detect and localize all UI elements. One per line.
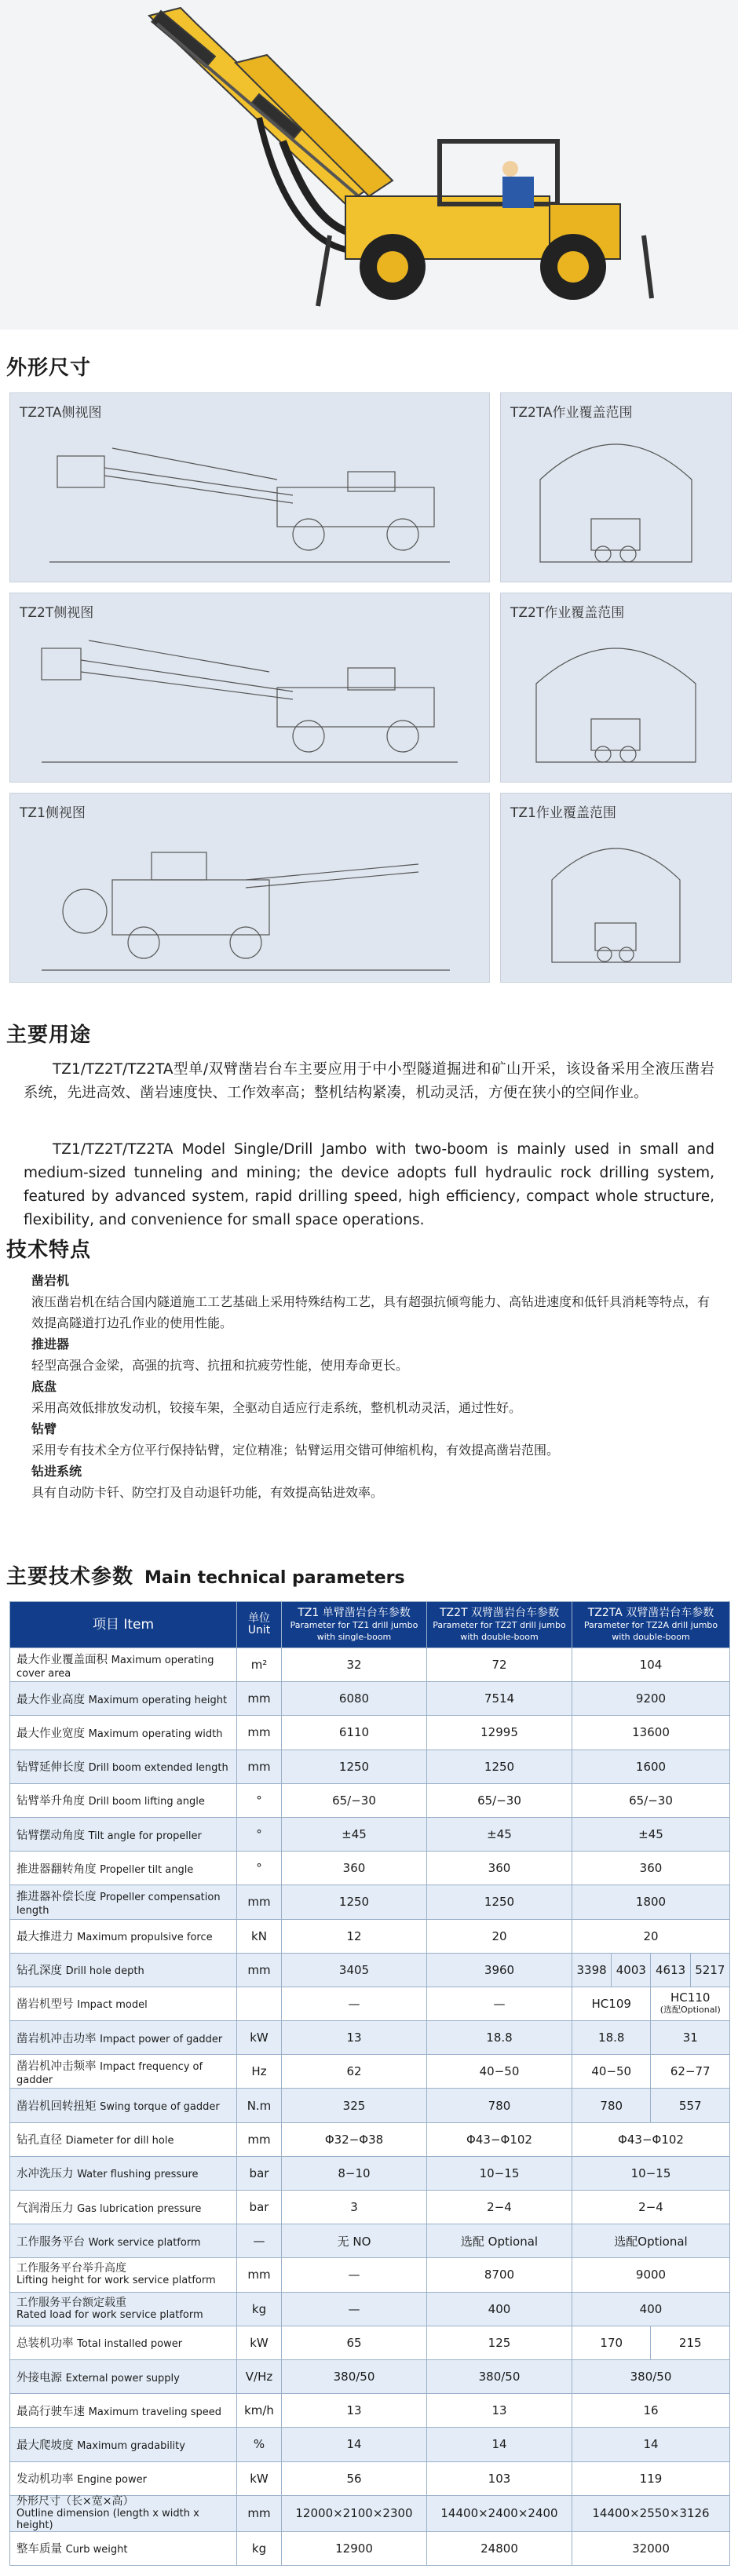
param-name: 工作服务平台额定载重 Rated load for work service platform (10, 2292, 237, 2326)
param-value-tz2t: 8700 (427, 2258, 572, 2292)
param-value-tz1: 8−10 (282, 2156, 427, 2190)
param-name: 工作服务平台 Work service platform (10, 2224, 237, 2258)
param-value-tz2ta: 360 (572, 1852, 730, 1885)
param-name: 钻臂举升角度 Drill boom lifting angle (10, 1783, 237, 1817)
param-value-tz2t: 12995 (427, 1716, 572, 1750)
params-title-en: Main technical parameters (144, 1568, 405, 1588)
feature-title: 推进器 (31, 1337, 70, 1352)
param-name: 凿岩机型号 Impact model (10, 1987, 237, 2020)
param-unit: bar (237, 2191, 282, 2224)
param-value-tz1: 12 (282, 1919, 427, 1953)
param-name: 整车质量 Curb weight (10, 2531, 237, 2565)
drawing-tz1-side (9, 793, 490, 983)
param-unit: bar (237, 2156, 282, 2190)
drill-jumbo-illustration (0, 0, 738, 330)
param-unit: Hz (237, 2055, 282, 2089)
param-value-tz2ta: 65/−30 (572, 1783, 730, 1817)
param-value-tz2t: — (427, 1987, 572, 2020)
section-title-params (6, 1560, 405, 1589)
param-value-tz2ta: 215 (651, 2326, 730, 2359)
table-row (10, 2461, 730, 2495)
param-unit: mm (237, 2495, 282, 2531)
param-name: 凿岩机回转扭矩 Swing torque of gadder (10, 2089, 237, 2122)
param-name: 最大推进力 Maximum propulsive force (10, 1919, 237, 1953)
feature-text: 轻型高强合金梁，高强的抗弯、抗扭和抗疲劳性能，使用寿命更长。 (31, 1358, 409, 1373)
param-value-tz2ta: 1600 (572, 1750, 730, 1783)
table-row (10, 2224, 730, 2258)
param-value-tz1: 无 NO (282, 2224, 427, 2258)
param-value-tz1: 1250 (282, 1750, 427, 1783)
param-value-tz2ta: 9200 (572, 1682, 730, 1716)
param-value-tz2t: ±45 (427, 1817, 572, 1851)
param-value-tz2t: 7514 (427, 1682, 572, 1716)
param-value-tz2ta: 1800 (572, 1885, 730, 1919)
param-name: 外形尺寸（长×宽×高） Outline dimension (length x width x height) (10, 2495, 237, 2531)
param-value-tz2ta: 13600 (572, 1716, 730, 1750)
table-row (10, 2428, 730, 2461)
params-title-cn: 主要技术参数 (6, 1565, 134, 1589)
param-value-tz2ta: 119 (572, 2461, 730, 2495)
param-value-tz2t: 360 (427, 1852, 572, 1885)
param-value-tz2t: 125 (427, 2326, 572, 2359)
param-value-tz1: 6080 (282, 1682, 427, 1716)
param-unit: mm (237, 1885, 282, 1919)
param-unit: km/h (237, 2394, 282, 2428)
param-value-tz2ta: 4613 (651, 1953, 690, 1987)
feature-title: 凿岩机 (31, 1273, 70, 1288)
param-value-tz1: 1250 (282, 1885, 427, 1919)
header-tz2ta: TZ2TA 双臂凿岩台车参数 Parameter for TZ2A drill jumbo with double-boom (572, 1602, 730, 1648)
feature-item (31, 1376, 714, 1418)
param-value-tz2ta: 3398 (572, 1953, 612, 1987)
param-value-tz2t: 65/−30 (427, 1783, 572, 1817)
param-value-tz2ta: 5217 (690, 1953, 729, 1987)
param-value-tz1: — (282, 2292, 427, 2326)
drawing-tz2ta-side (9, 392, 490, 582)
param-unit: ° (237, 1817, 282, 1851)
param-value-tz2t: Φ43−Φ102 (427, 2122, 572, 2156)
param-unit: mm (237, 1750, 282, 1783)
drawing-caption: TZ2T侧视图 (20, 605, 94, 621)
param-value-tz2t: 103 (427, 2461, 572, 2495)
param-value-tz2t: 10−15 (427, 2156, 572, 2190)
tz2ta-coverage-diagram (501, 393, 731, 582)
param-value-tz2ta: 31 (651, 2021, 730, 2055)
feature-text: 具有自动防卡钎、防空打及自动退钎功能，有效提高钻进效率。 (31, 1485, 384, 1500)
table-row (10, 1919, 730, 1953)
table-row (10, 1817, 730, 1851)
param-unit: kN (237, 1919, 282, 1953)
param-unit: mm (237, 1953, 282, 1987)
param-value-tz1: 3 (282, 2191, 427, 2224)
param-value-tz2ta: 780 (572, 2089, 651, 2122)
param-value-tz2t: 380/50 (427, 2359, 572, 2393)
drawing-tz2t-side (9, 593, 490, 783)
param-value-tz1: 13 (282, 2021, 427, 2055)
table-row (10, 2055, 730, 2089)
tz2t-side-view-diagram (10, 593, 489, 782)
features-list (31, 1270, 714, 1503)
param-unit: kg (237, 2292, 282, 2326)
param-name: 总装机功率 Total installed power (10, 2326, 237, 2359)
param-value-tz2ta: 557 (651, 2089, 730, 2122)
param-name: 推进器补偿长度 Propeller compensation length (10, 1885, 237, 1919)
param-value-tz1: 13 (282, 2394, 427, 2428)
param-value-tz1: 56 (282, 2461, 427, 2495)
table-row (10, 1783, 730, 1817)
feature-title: 钻臂 (31, 1421, 57, 1436)
param-value-tz1: 62 (282, 2055, 427, 2089)
param-value-tz1: 12900 (282, 2531, 427, 2565)
use-text-en: TZ1/TZ2T/TZ2TA Model Single/Drill Jambo with two-boom is mainly used in small and medium-sized tunneling and mining; the device adopts full hydraulic rock drilling system, featured by advanced system, rapid drilling speed, high efficiency, compact whole structure, flexibility, and convenience for small space operations. (24, 1141, 714, 1228)
table-row (10, 1953, 730, 1987)
param-value-tz2ta: 380/50 (572, 2359, 730, 2393)
param-value-tz2t: 2−4 (427, 2191, 572, 2224)
param-name: 发动机功率 Engine power (10, 2461, 237, 2495)
param-value-tz2ta: HC109 (572, 1987, 651, 2020)
tz2ta-side-view-diagram (10, 393, 489, 582)
param-value-tz2t: 1250 (427, 1750, 572, 1783)
param-value-tz2t: 选配 Optional (427, 2224, 572, 2258)
param-value-tz2ta: 4003 (612, 1953, 651, 1987)
param-value-tz2t: 14 (427, 2428, 572, 2461)
param-value-tz1: — (282, 2258, 427, 2292)
param-value-tz2ta: 14400×2550×3126 (572, 2495, 730, 2531)
param-unit: kW (237, 2021, 282, 2055)
param-unit: ° (237, 1783, 282, 1817)
param-unit: kW (237, 2326, 282, 2359)
param-value-tz1: ±45 (282, 1817, 427, 1851)
feature-item (31, 1334, 714, 1376)
table-row (10, 2326, 730, 2359)
table-row (10, 2394, 730, 2428)
param-unit: mm (237, 1682, 282, 1716)
drawing-caption: TZ2TA作业覆盖范围 (510, 405, 633, 421)
param-value-tz2ta: 选配Optional (572, 2224, 730, 2258)
drawing-tz2t-coverage (500, 593, 732, 783)
drawing-tz2ta-coverage (500, 392, 732, 582)
param-value-tz1: 380/50 (282, 2359, 427, 2393)
param-name: 凿岩机冲击功率 Impact power of gadder (10, 2021, 237, 2055)
param-value-tz1: 65/−30 (282, 1783, 427, 1817)
drawing-caption: TZ1侧视图 (20, 805, 86, 821)
param-name: 最大作业覆盖面积 Maximum operating cover area (10, 1648, 237, 1682)
param-value-tz2ta: 170 (572, 2326, 651, 2359)
table-row (10, 1682, 730, 1716)
feature-text: 采用专有技术全方位平行保持钻臂，定位精准；钻臂运用交错可伸缩机构，有效提高凿岩范围。 (31, 1443, 560, 1458)
param-value-tz2ta: 10−15 (572, 2156, 730, 2190)
param-value-tz2ta: 62−77 (651, 2055, 730, 2089)
table-row (10, 2495, 730, 2531)
param-unit: V/Hz (237, 2359, 282, 2393)
param-value-tz2t: 780 (427, 2089, 572, 2122)
table-row (10, 2122, 730, 2156)
param-value-tz2ta: 16 (572, 2394, 730, 2428)
table-row (10, 1648, 730, 1682)
param-value-tz1: 12000×2100×2300 (282, 2495, 427, 2531)
section-title-dimensions: 外形尺寸 (6, 356, 92, 380)
param-unit: kW (237, 2461, 282, 2495)
param-name: 钻孔深度 Drill hole depth (10, 1953, 237, 1987)
feature-item (31, 1270, 714, 1334)
param-value-tz1: 32 (282, 1648, 427, 1682)
feature-text: 液压凿岩机在结合国内隧道施工工艺基础上采用特殊结构工艺，具有超强抗倾弯能力、高钻进速度和低钎具消耗等特点，有效提高隧道打边孔作业的使用性能。 (31, 1294, 711, 1330)
param-value-tz2ta: 14 (572, 2428, 730, 2461)
param-unit: mm (237, 2122, 282, 2156)
param-unit: N.m (237, 2089, 282, 2122)
param-name: 气润滑压力 Gas lubrication pressure (10, 2191, 237, 2224)
header-unit: 单位 Unit (237, 1602, 282, 1648)
param-value-tz1: 14 (282, 2428, 427, 2461)
feature-text: 采用高效低排放发动机，铰接车架，全驱动自适应行走系统，整机机动灵活，通过性好。 (31, 1400, 522, 1415)
use-text-cn: TZ1/TZ2T/TZ2TA型单/双臂凿岩台车主要应用于中小型隧道掘进和矿山开采，该设备采用全液压凿岩系统，先进高效、凿岩速度快、工作效率高；整机结构紧凑，机动灵活，方便在狭小的空间作业。 (24, 1061, 714, 1101)
param-unit: mm (237, 1716, 282, 1750)
param-value-tz2ta: 32000 (572, 2531, 730, 2565)
table-row (10, 2089, 730, 2122)
table-row (10, 2021, 730, 2055)
param-value-tz1: 325 (282, 2089, 427, 2122)
table-row (10, 2531, 730, 2565)
feature-title: 钻进系统 (31, 1464, 82, 1479)
drawing-tz1-coverage (500, 793, 732, 983)
param-value-tz1: — (282, 1987, 427, 2020)
param-value-tz2ta: 20 (572, 1919, 730, 1953)
param-name: 凿岩机冲击频率 Impact frequency of gadder (10, 2055, 237, 2089)
param-name: 水冲洗压力 Water flushing pressure (10, 2156, 237, 2190)
param-value-tz2t: 24800 (427, 2531, 572, 2565)
param-value-tz2ta: HC110 (选配Optional) (651, 1987, 730, 2020)
param-value-tz2ta: 18.8 (572, 2021, 651, 2055)
param-value-tz1: 6110 (282, 1716, 427, 1750)
header-item: 项目 Item (10, 1602, 237, 1648)
feature-item (31, 1418, 714, 1461)
tz1-coverage-diagram (501, 794, 731, 982)
drawing-caption: TZ1作业覆盖范围 (510, 805, 616, 821)
param-name: 推进器翻转角度 Propeller tilt angle (10, 1852, 237, 1885)
param-unit: % (237, 2428, 282, 2461)
param-value-tz2ta: 9000 (572, 2258, 730, 2292)
param-name: 钻臂摆动角度 Tilt angle for propeller (10, 1817, 237, 1851)
section-title-features: 技术特点 (6, 1239, 92, 1262)
table-row (10, 2258, 730, 2292)
table-row (10, 1987, 730, 2020)
param-value-tz2ta: 2−4 (572, 2191, 730, 2224)
param-value-tz1: 65 (282, 2326, 427, 2359)
param-unit: m² (237, 1648, 282, 1682)
param-value-tz2t: 3960 (427, 1953, 572, 1987)
table-row (10, 1852, 730, 1885)
param-unit: — (237, 2224, 282, 2258)
param-value-tz2t: 1250 (427, 1885, 572, 1919)
tz1-side-view-diagram (10, 794, 489, 982)
param-name: 工作服务平台举升高度 Lifting height for work service platform (10, 2258, 237, 2292)
param-value-tz2ta: 104 (572, 1648, 730, 1682)
drawing-caption: TZ2T作业覆盖范围 (510, 605, 625, 621)
param-name: 外接电源 External power supply (10, 2359, 237, 2393)
table-row (10, 1716, 730, 1750)
param-value-tz1: 360 (282, 1852, 427, 1885)
table-row (10, 2156, 730, 2190)
param-name: 最高行驶车速 Maximum traveling speed (10, 2394, 237, 2428)
param-value-tz2t: 18.8 (427, 2021, 572, 2055)
table-row (10, 2191, 730, 2224)
spec-table (9, 1601, 730, 2566)
param-value-tz1: 3405 (282, 1953, 427, 1987)
param-unit: kg (237, 2531, 282, 2565)
table-row (10, 2292, 730, 2326)
feature-title: 底盘 (31, 1379, 57, 1394)
param-name: 最大作业宽度 Maximum operating width (10, 1716, 237, 1750)
table-row (10, 1750, 730, 1783)
param-value-tz2ta: Φ43−Φ102 (572, 2122, 730, 2156)
param-value-tz2t: 40−50 (427, 2055, 572, 2089)
header-tz1: TZ1 单臂凿岩台车参数 Parameter for TZ1 drill jumbo with single-boom (282, 1602, 427, 1648)
section-title-use: 主要用途 (6, 1023, 92, 1047)
param-unit (237, 1987, 282, 2020)
param-value-tz2t: 400 (427, 2292, 572, 2326)
table-row (10, 2359, 730, 2393)
param-value-tz2t: 20 (427, 1919, 572, 1953)
param-name: 钻臂延伸长度 Drill boom extended length (10, 1750, 237, 1783)
tz2t-coverage-diagram (501, 593, 731, 782)
header-tz2t: TZ2T 双臂凿岩台车参数 Parameter for TZ2T drill jumbo with double-boom (427, 1602, 572, 1648)
param-unit: mm (237, 2258, 282, 2292)
param-name: 钻孔直径 Diameter for dill hole (10, 2122, 237, 2156)
param-unit: ° (237, 1852, 282, 1885)
param-value-tz2ta: 40−50 (572, 2055, 651, 2089)
param-value-tz2ta: ±45 (572, 1817, 730, 1851)
param-value-tz2t: 14400×2400×2400 (427, 2495, 572, 2531)
param-value-tz2ta: 400 (572, 2292, 730, 2326)
hero-image (0, 0, 738, 330)
drawing-caption: TZ2TA侧视图 (20, 405, 102, 421)
param-value-tz2t: 72 (427, 1648, 572, 1682)
param-value-tz2t: 13 (427, 2394, 572, 2428)
param-name: 最大爬坡度 Maximum gradability (10, 2428, 237, 2461)
param-name: 最大作业高度 Maximum operating height (10, 1682, 237, 1716)
table-row (10, 1885, 730, 1919)
feature-item (31, 1461, 714, 1503)
param-value-tz1: Φ32−Φ38 (282, 2122, 427, 2156)
